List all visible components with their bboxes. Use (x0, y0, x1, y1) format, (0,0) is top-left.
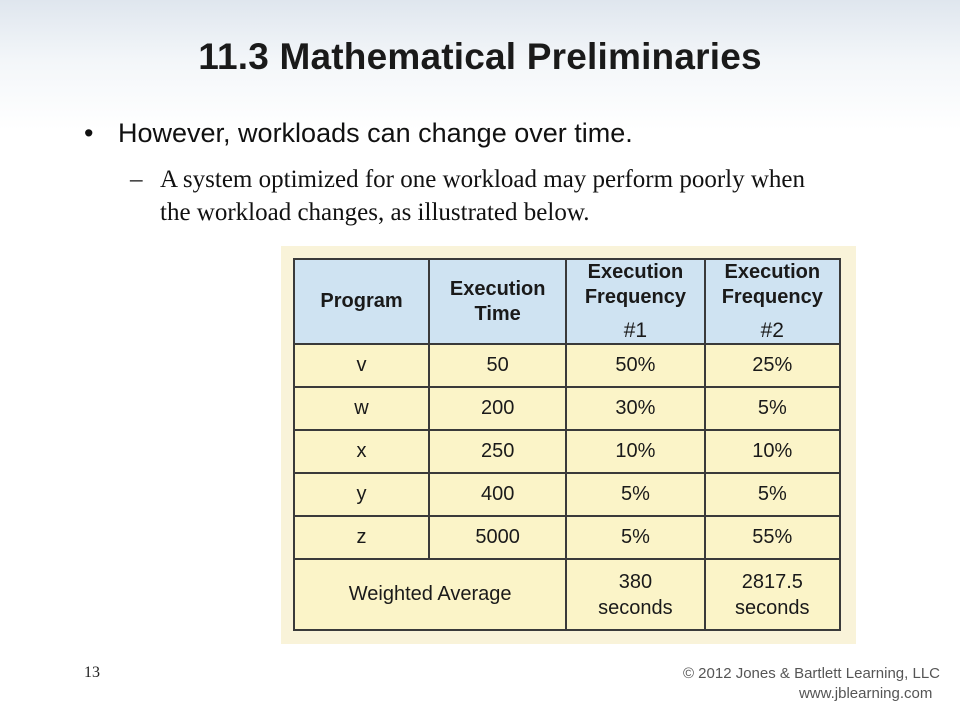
header-program: Program (294, 259, 429, 344)
slide-title: 11.3 Mathematical Preliminaries (198, 36, 762, 77)
cell-program: z (294, 516, 429, 559)
header-time-line2: Time (474, 302, 521, 325)
cell-program: x (294, 430, 429, 473)
table-row (294, 473, 840, 516)
weighted-average-f2-value: 2817.5 (741, 570, 803, 593)
weighted-average-f1 (566, 559, 704, 630)
weighted-average-f2-unit: seconds (735, 596, 810, 619)
copyright-text: © 2012 Jones & Bartlett Learning, LLC (682, 665, 940, 682)
main-bullet (84, 118, 633, 149)
cell-freq1: 10% (566, 430, 704, 473)
weighted-average-row (294, 559, 840, 630)
sub-bullet (130, 163, 830, 229)
header-time-line1: Execution (449, 277, 546, 300)
weighted-average-label: Weighted Average (294, 559, 566, 630)
workload-table (293, 258, 841, 631)
header-f1-line1: Execution (587, 261, 684, 283)
header-frequency-2 (705, 259, 840, 344)
cell-program: y (294, 473, 429, 516)
cell-freq2: 5% (705, 473, 840, 516)
cell-freq2: 10% (705, 430, 840, 473)
cell-freq2: 25% (705, 344, 840, 387)
header-f1-line2: Frequency (584, 286, 686, 308)
table-row (294, 516, 840, 559)
header-frequency-1 (566, 259, 704, 344)
header-f2-line1: Execution (724, 261, 821, 283)
dash-icon: – (130, 166, 143, 193)
table-row (294, 387, 840, 430)
cell-time: 200 (429, 387, 566, 430)
cell-time: 250 (429, 430, 566, 473)
main-bullet-text: However, workloads can change over time. (118, 118, 633, 148)
page-number: 13 (84, 664, 100, 681)
cell-time: 50 (429, 344, 566, 387)
cell-freq2: 55% (705, 516, 840, 559)
weighted-average-f1-unit: seconds (598, 596, 673, 619)
header-f2-line2: Frequency (721, 286, 823, 308)
bullet-dot-icon: • (84, 118, 94, 148)
cell-freq1: 50% (566, 344, 704, 387)
cell-freq1: 30% (566, 387, 704, 430)
cell-freq1: 5% (566, 473, 704, 516)
table-row (294, 344, 840, 387)
publisher-url: www.jblearning.com (798, 685, 933, 702)
weighted-average-f2 (705, 559, 840, 630)
copyright-block (683, 664, 940, 704)
cell-program: v (294, 344, 429, 387)
header-f2-number: #2 (760, 319, 784, 342)
cell-program: w (294, 387, 429, 430)
table-row (294, 430, 840, 473)
cell-time: 5000 (429, 516, 566, 559)
sub-bullet-text: A system optimized for one workload may perform poorly when the workload changes, as illustrated below. (160, 166, 805, 226)
header-execution-time (429, 259, 566, 344)
cell-time: 400 (429, 473, 566, 516)
table-header-row (294, 259, 840, 344)
cell-freq1: 5% (566, 516, 704, 559)
header-f1-number: #1 (623, 319, 648, 342)
weighted-average-f1-value: 380 (618, 570, 653, 593)
cell-freq2: 5% (705, 387, 840, 430)
